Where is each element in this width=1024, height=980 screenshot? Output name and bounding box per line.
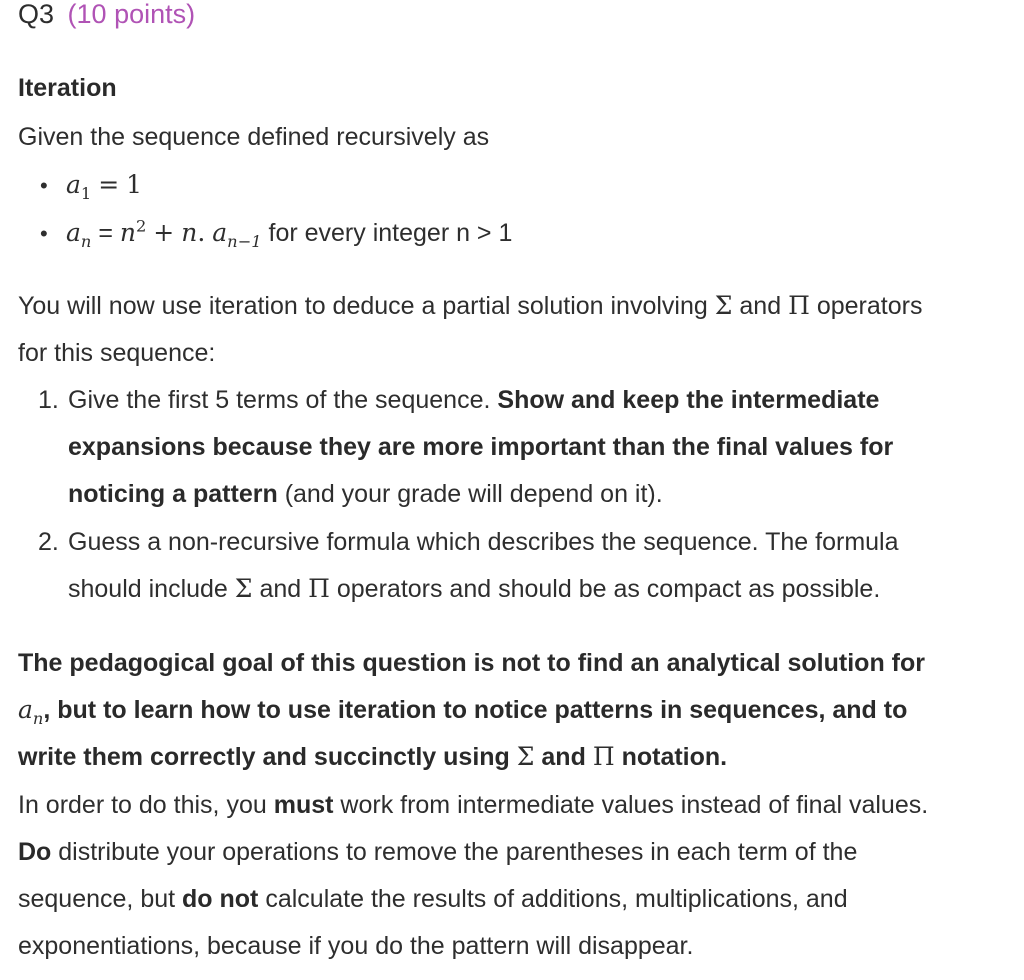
- instr-bold-1: must: [273, 791, 334, 819]
- instr-line3: [18, 884, 848, 914]
- instr-text-1b: work from intermediate values instead of final values.: [340, 791, 929, 819]
- sigma-symbol: Σ: [516, 742, 535, 771]
- base-lhs: a: [66, 170, 81, 199]
- definition-base: [18, 170, 142, 201]
- step1-line1: [18, 385, 879, 415]
- pi-symbol: Π: [592, 742, 615, 771]
- step2-text-a: should include: [68, 575, 228, 603]
- step2-line2: [68, 574, 880, 604]
- intro-text: Given the sequence defined recursively as: [18, 123, 490, 151]
- bullet-icon: •: [40, 221, 48, 246]
- step1-line3: [68, 479, 663, 509]
- goal-var: a: [18, 695, 33, 724]
- pi-symbol: Π: [788, 291, 810, 320]
- step1-bold-c: noticing a pattern: [68, 480, 278, 508]
- instr-text-3b: calculate the results of additions, multiplications, and: [265, 885, 848, 913]
- question-header: [18, 0, 195, 30]
- instr-line2: [18, 837, 857, 867]
- rec-n1: n: [119, 218, 136, 247]
- step1-bold-a: Show and keep the intermediate: [497, 386, 880, 414]
- section-title: Iteration: [18, 74, 117, 102]
- base-eq: =: [98, 170, 120, 199]
- instr-bold-2: Do: [18, 838, 52, 866]
- rec-a: a: [212, 218, 228, 247]
- question-number: Q3: [18, 0, 55, 29]
- goal-text-3a: write them correctly and succinctly using: [18, 743, 510, 771]
- instr-line4: exponentiations, because if you do the pattern will disappear.: [18, 932, 694, 960]
- and-text: and: [739, 292, 782, 320]
- rec-tail: for every integer n > 1: [268, 219, 513, 247]
- rec-n2: n: [181, 218, 198, 247]
- rec-lhs-sub: n: [80, 232, 92, 251]
- step1-number: 1.: [38, 386, 59, 414]
- goal-line3: [18, 742, 727, 772]
- step1-plain-c: (and your grade will depend on it).: [284, 480, 663, 508]
- rec-eq: =: [98, 219, 113, 247]
- rec-lhs: a: [66, 218, 81, 247]
- sigma-symbol: Σ: [234, 574, 253, 603]
- instr-text-1a: In order to do this, you: [18, 791, 267, 819]
- step2-number: 2.: [38, 528, 59, 556]
- goal-line2: [18, 695, 908, 728]
- goal-and: and: [541, 743, 586, 771]
- base-rhs: 1: [126, 170, 143, 199]
- rec-a-sub: n−1: [227, 232, 262, 251]
- rec-n1-sup: 2: [136, 216, 147, 236]
- base-lhs-sub: 1: [80, 184, 92, 203]
- step1-plain: Give the first 5 terms of the sequence.: [68, 386, 491, 414]
- instr-text-3a: sequence, but: [18, 885, 176, 913]
- instr-text-2: distribute your operations to remove the parentheses in each term of the: [58, 838, 858, 866]
- step2-text: Guess a non-recursive formula which describes the sequence. The formula: [68, 528, 899, 556]
- instr-line1: [18, 790, 928, 820]
- step2-line1: [18, 527, 899, 557]
- para1-line1: [18, 291, 922, 321]
- bullet-icon: •: [40, 173, 48, 198]
- question-points: (10 points): [67, 0, 196, 29]
- rec-dot: .: [197, 218, 206, 247]
- definition-recurrence: [18, 218, 512, 249]
- pi-symbol: Π: [308, 574, 330, 603]
- rec-plus: +: [153, 218, 175, 247]
- goal-var-sub: n: [32, 709, 44, 728]
- and-text: and: [259, 575, 302, 603]
- goal-line1: [18, 648, 925, 678]
- step1-bold-b: expansions because they are more important than the final values for: [68, 433, 894, 461]
- para1-text-b: operators: [816, 292, 923, 320]
- step2-text-b: operators and should be as compact as possible.: [336, 575, 881, 603]
- sigma-symbol: Σ: [714, 291, 733, 320]
- para1-line2: for this sequence:: [18, 339, 216, 367]
- instr-bold-3: do not: [182, 885, 259, 913]
- goal-text-1: The pedagogical goal of this question is not to find an analytical solution for: [18, 649, 925, 677]
- goal-text-3b: notation.: [621, 743, 728, 771]
- goal-text-2: , but to learn how to use iteration to notice patterns in sequences, and to: [43, 696, 908, 724]
- step1-line2: [68, 432, 893, 462]
- para1-text-a: You will now use iteration to deduce a partial solution involving: [18, 292, 708, 320]
